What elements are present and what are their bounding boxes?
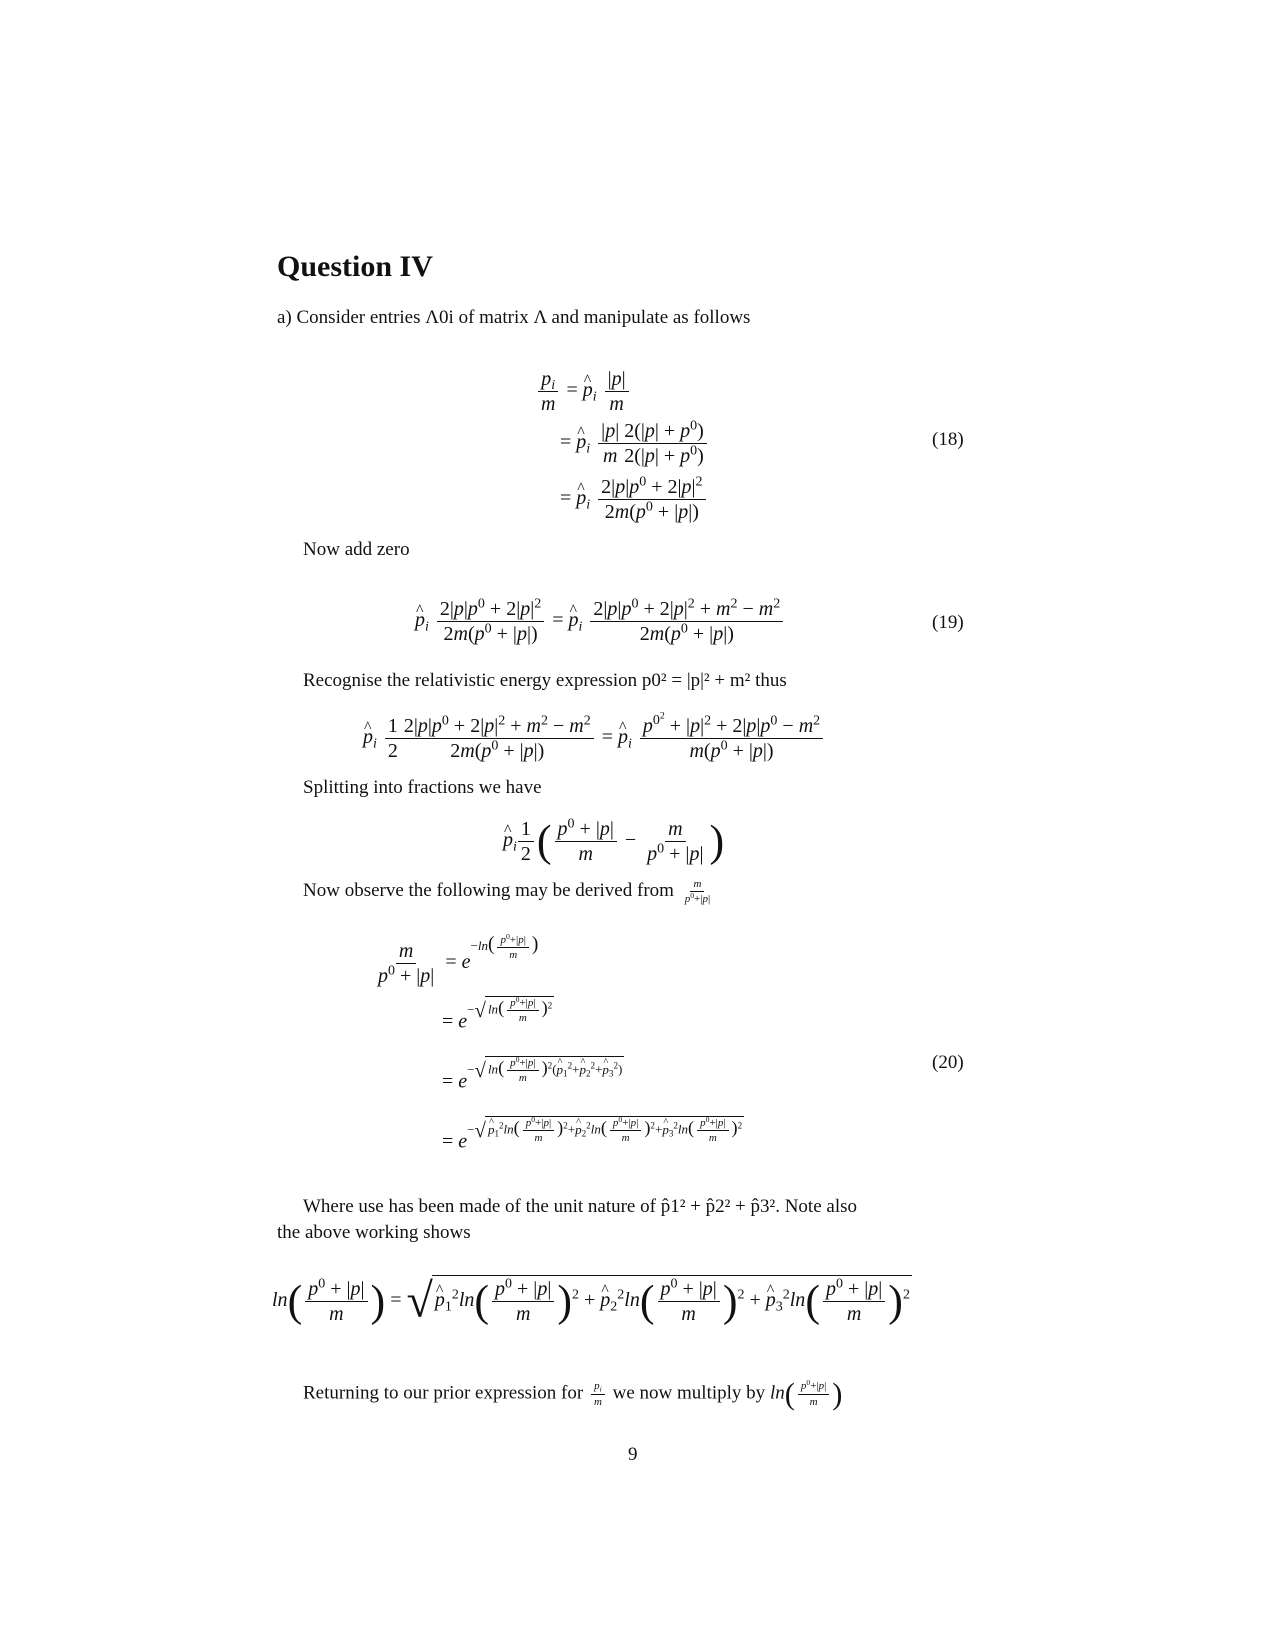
split-fractions-equation: ^ $p_i$ $\frac{1}{2}$ ( $\frac{p^0 + |p|}{m}$ − $\frac{m}{p^0 + |p|}$ ): [503, 818, 724, 865]
recognise-text: Recognise the relativistic energy expression p0² = |p|² + m² thus: [303, 670, 787, 691]
eq20-line-2: = $e^{-√ ln( \frac{p^0+|p|}{m} )^2}$: [442, 994, 553, 1033]
eq20-line-4: = $e^{-√\^{} p_1^2ln( \frac{p^0+|p|}{m} )^2+\^{} p_2^2ln( \frac{p^0+|p|}{m} )^2+\^{} p_3^2ln( \frac{p^0+|p|}{m} )^2}$: [442, 1130, 744, 1158]
ln-identity-equation: ln( $\frac{p^0 + |p|}{m}$ ) = √^ $p_1^2\ln$( $\frac{p^0 + |p|}{m}$ )$^2$ + ^ $p_2^2\ln$( $\frac{p^0 + |p|}{m}$ )$^2$ + ^ $p_3^2\ln$( $\frac{p^0 + |p|}{m}$ )$^2$: [272, 1275, 912, 1325]
returning-text-2: we now multiply by: [612, 1382, 766, 1404]
eq19-body: ^ $p_i$ $\frac{2|p|p^0 + 2|p|^2}{2m(p^0 + |p|)}$ = ^ $p_i$ $\frac{2|p|p^0 + 2|p|^2 + m^2 - m^2}{2m(p^0 + |p|)}$: [415, 598, 786, 645]
returning-line: Returning to our prior expression for $\frac{p_i}{m}$ we now multiply by ln( $\frac{p^0+|p|}{m}$ ): [303, 1377, 843, 1411]
observe-line: Now observe the following may be derived from $\frac{m}{p^0+|p|}$: [303, 878, 711, 906]
where-text-line-2: the above working shows: [277, 1222, 471, 1243]
section-heading: Question IV: [277, 250, 433, 283]
eq19-number: (19): [932, 612, 964, 633]
eq18-line-3: = ^ $p_i$ $\frac{2|p|p^0 + 2|p|^2}{2m(p^0 + |p|)}$: [560, 476, 709, 523]
eq18-line-1: $\frac{p_i}{m}$ = ^ $p_i$ $\frac{|p|}{m}$: [535, 368, 632, 415]
intro-paragraph: a) Consider entries Λ0i of matrix Λ and manipulate as follows: [277, 307, 751, 328]
energy-substitution-equation: ^ $p_i$ $\frac{1}{2}$ $\frac{2|p|p^0 + 2|p|^2 + m^2 - m^2}{2m(p^0 + |p|)}$ = ^ $p_i$ $\frac{p^{0^2} + |p|^2 + 2|p|p^0 - m^2}{m(p^0 + |p|)}$: [363, 715, 826, 762]
eq20-line-1: $\frac{m}{p^0 + |p|}$ = $e^{-ln( \frac{p^0+|p|}{m} )}$: [378, 931, 539, 987]
now-add-zero-text: Now add zero: [303, 539, 410, 560]
eq20-number: (20): [932, 1052, 964, 1073]
eq18-line-2: = ^ $p_i$ $\frac{|p|}{m}$ $\frac{2(|p| + p^0)}{2(|p| + p^0)}$: [560, 420, 710, 467]
returning-text: Returning to our prior expression for: [303, 1382, 584, 1404]
page-number: 9: [628, 1444, 638, 1465]
eq18-number: (18): [932, 429, 964, 450]
observe-text: Now observe the following may be derived from: [303, 879, 674, 901]
where-text-line-1: Where use has been made of the unit nature of p̂1² + p̂2² + p̂3². Note also: [303, 1196, 857, 1217]
splitting-text: Splitting into fractions we have: [303, 777, 542, 798]
eq20-line-3: = $e^{-√ ln( \frac{p^0+|p|}{m} )^2(\^{} p_1^2+\^{} p_2^2+\^{} p_3^2)}$: [442, 1070, 624, 1098]
